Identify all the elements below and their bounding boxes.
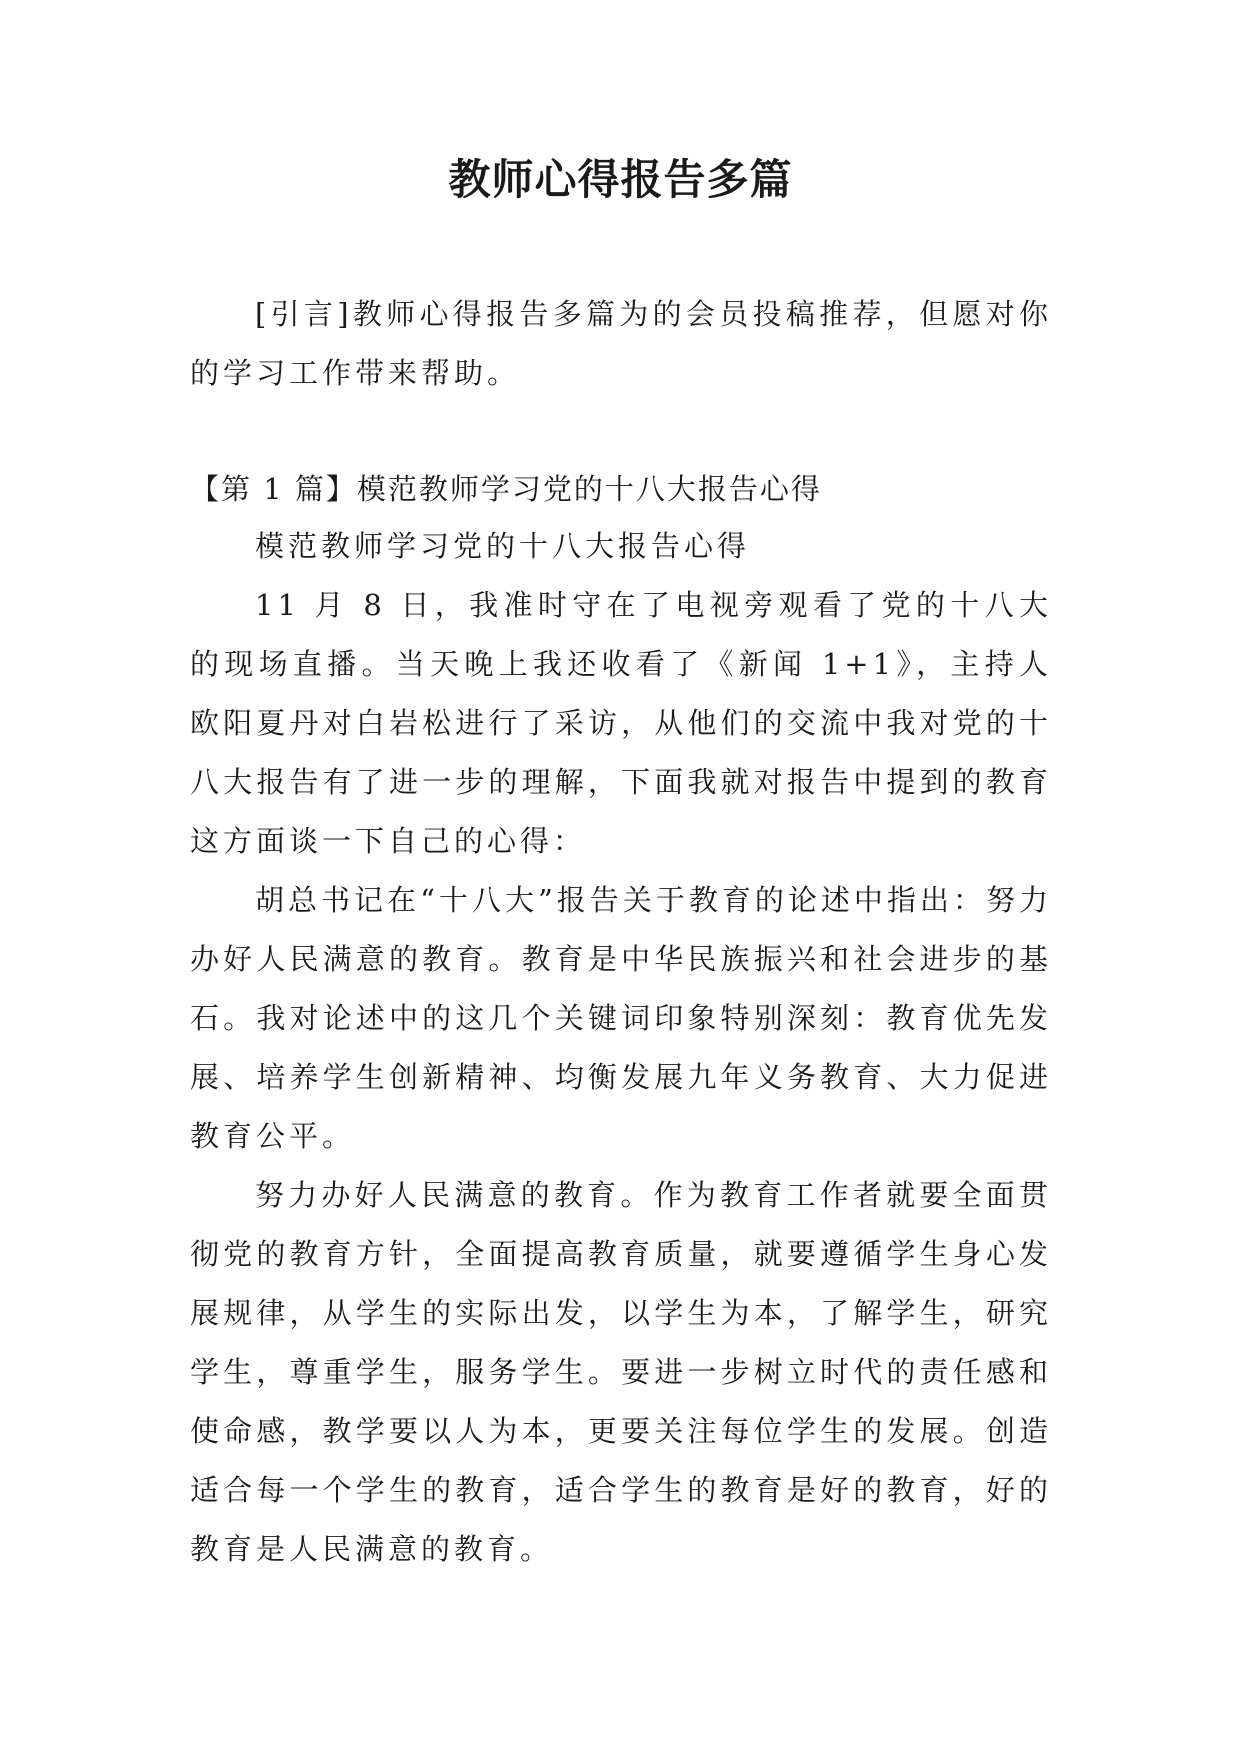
section-heading: 【第 1 篇】模范教师学习党的十八大报告心得 <box>190 472 822 506</box>
paragraph: 胡总书记在“十八大”报告关于教育的论述中指出：努力办好人民满意的教育。教育是中华民族振兴和社会进步的基石。我对论述中的这几个关键词印象特别深刻：教育优先发展、培养学生创新精神、均衡发展九年义务教育、大力促进教育公平。 <box>190 883 1052 1153</box>
paragraph: 11 月 8 日，我准时守在了电视旁观看了党的十八大的现场直播。当天晚上我还收看了《新闻 1+1》，主持人欧阳夏丹对白岩松进行了采访，从他们的交流中我对党的十八大报告有了进一步的理解，下面我就对报告中提到的教育这方面谈一下自己的心得： <box>190 588 1052 858</box>
document-title: 教师心得报告多篇 <box>448 155 793 204</box>
article-body <box>190 517 1052 1579</box>
paragraph: 努力办好人民满意的教育。作为教育工作者就要全面贯彻党的教育方针，全面提高教育质量，就要遵循学生身心发展规律，从学生的实际出发，以学生为本，了解学生，研究学生，尊重学生，服务学生。要进一步树立时代的责任感和使命感，教学要以人为本，更要关注每位学生的发展。创造适合每一个学生的教育，适合学生的教育是好的教育，好的教育是人民满意的教育。 <box>190 1178 1052 1566</box>
article-subtitle: 模范教师学习党的十八大报告心得 <box>255 529 751 563</box>
intro-paragraph: [引言]教师心得报告多篇为的会员投稿推荐，但愿对你的学习工作带来帮助。 <box>190 297 1052 390</box>
